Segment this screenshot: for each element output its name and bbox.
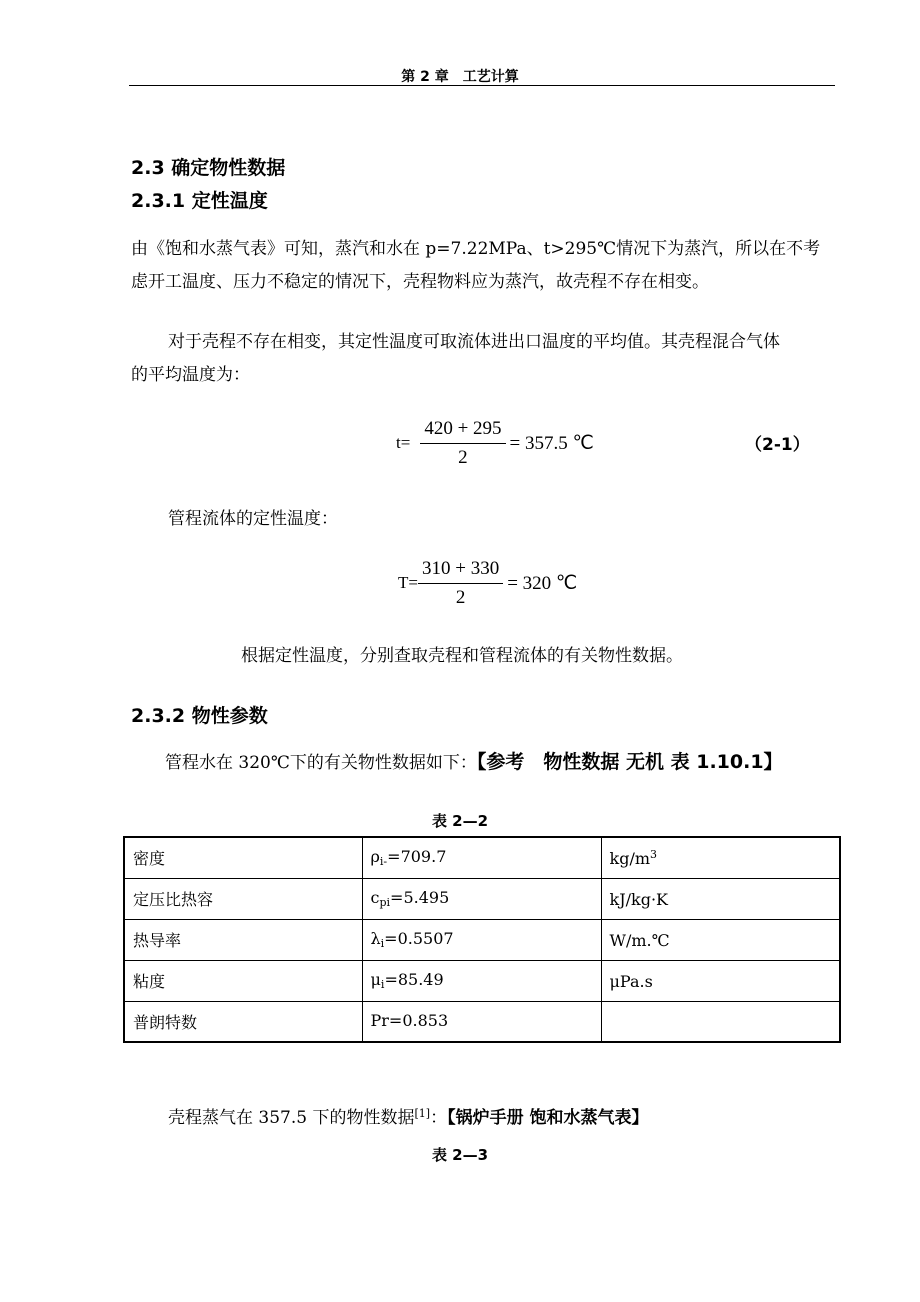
- equation-2-denominator: 2: [455, 586, 466, 608]
- paragraph-5-reference: 【参考 物性数据 无机 表 1.10.1】: [476, 751, 783, 773]
- property-unit-superscript: 3: [650, 847, 657, 861]
- property-unit: W/m.℃: [609, 930, 670, 950]
- paragraph-1-line-2: 虑开工温度、压力不稳定的情况下，壳程物料应为蒸汽，故壳程不存在相变。: [131, 272, 709, 292]
- property-symbol: μ: [370, 970, 381, 989]
- paragraph-4: 根据定性温度，分别查取壳程和管程流体的有关物性数据。: [241, 646, 683, 666]
- property-value-cell: [362, 919, 601, 960]
- section-2-3-title: 2.3 确定物性数据: [131, 157, 286, 179]
- paragraph-6-colon: ：: [430, 1108, 448, 1128]
- property-value: =5.495: [390, 888, 450, 907]
- property-unit: kg/m: [609, 848, 650, 868]
- equation-1-label: （2-1）: [745, 435, 810, 455]
- paragraph-6-citation: [1]: [414, 1107, 431, 1120]
- property-unit: kJ/kg·K: [609, 889, 668, 909]
- equation-2-1: [396, 415, 594, 471]
- equation-2-fraction: [418, 558, 503, 609]
- paragraph-6-reference: 【锅炉手册 饱和水蒸气表】: [447, 1108, 649, 1128]
- table-2-3-caption: 表 2—3: [431, 1146, 489, 1164]
- equation-2: [398, 555, 577, 611]
- paragraph-6: [168, 1103, 649, 1129]
- property-value: =709.7: [387, 847, 447, 867]
- paragraph-6-text: 壳程蒸气在 357.5 下的物性数据: [168, 1108, 415, 1128]
- property-subscript: pi: [379, 896, 391, 909]
- property-subscript: i: [380, 937, 385, 950]
- property-unit: μPa.s: [609, 971, 653, 991]
- equation-1-fraction: [420, 418, 505, 469]
- property-symbol: ρ: [370, 847, 380, 867]
- table-row: [124, 919, 840, 960]
- paragraph-2-line-2: 的平均温度为：: [131, 365, 250, 385]
- property-symbol: Pr: [370, 1010, 389, 1030]
- property-unit-cell: [601, 919, 840, 960]
- equation-1-denominator: 2: [458, 446, 468, 468]
- table-2-2-caption: 表 2—2: [431, 812, 489, 830]
- property-symbol: c: [370, 888, 380, 907]
- section-2-3-2-title: 2.3.2 物性参数: [131, 705, 268, 727]
- property-name-cell: 定压比热容: [124, 878, 362, 919]
- property-subscript: i-: [379, 855, 388, 869]
- property-unit-cell: [601, 1001, 840, 1042]
- equation-2-lhs: T=: [398, 573, 418, 592]
- property-subscript: i: [380, 978, 385, 991]
- table-row: [124, 960, 840, 1001]
- property-name-cell: 普朗特数: [124, 1001, 362, 1042]
- table-row: [124, 878, 840, 919]
- equation-1-rhs: = 357.5 ℃: [509, 432, 594, 454]
- property-value: =85.49: [384, 970, 444, 989]
- paragraph-5-text: 管程水在 320℃下的有关物性数据如下：: [165, 753, 477, 773]
- property-symbol: λ: [370, 929, 381, 948]
- property-value: =0.5507: [384, 929, 454, 948]
- property-value-cell: [362, 878, 601, 919]
- equation-1-lhs: t=: [396, 433, 411, 452]
- property-name-cell: 热导率: [124, 919, 362, 960]
- page-header: 第 2 章 工艺计算: [401, 69, 519, 85]
- property-value: =0.853: [388, 1010, 449, 1030]
- property-unit-cell: [601, 837, 840, 878]
- paragraph-1-line-1: 由《饱和水蒸气表》可知，蒸汽和水在 p=7.22MPa、t>295℃情况下为蒸汽，所以在不考: [131, 239, 821, 259]
- property-value-cell: [362, 960, 601, 1001]
- equation-2-rhs: = 320 ℃: [507, 572, 578, 594]
- table-row: [124, 837, 840, 878]
- property-value-cell: [362, 1001, 601, 1042]
- paragraph-2-line-1: 对于壳程不存在相变，其定性温度可取流体进出口温度的平均值。其壳程混合气体: [168, 332, 780, 352]
- equation-2-numerator: 310 + 330: [418, 558, 503, 584]
- equation-1-numerator: 420 + 295: [420, 418, 505, 444]
- property-name-cell: 粘度: [124, 960, 362, 1001]
- property-unit-cell: [601, 878, 840, 919]
- header-rule: [129, 85, 835, 86]
- paragraph-5: [165, 751, 783, 774]
- property-name-cell: 密度: [124, 837, 362, 878]
- property-value-cell: [362, 837, 601, 878]
- table-row: [124, 1001, 840, 1042]
- property-unit-cell: [601, 960, 840, 1001]
- paragraph-3: 管程流体的定性温度：: [168, 509, 338, 529]
- section-2-3-1-title: 2.3.1 定性温度: [131, 190, 268, 212]
- properties-table: [123, 836, 841, 1043]
